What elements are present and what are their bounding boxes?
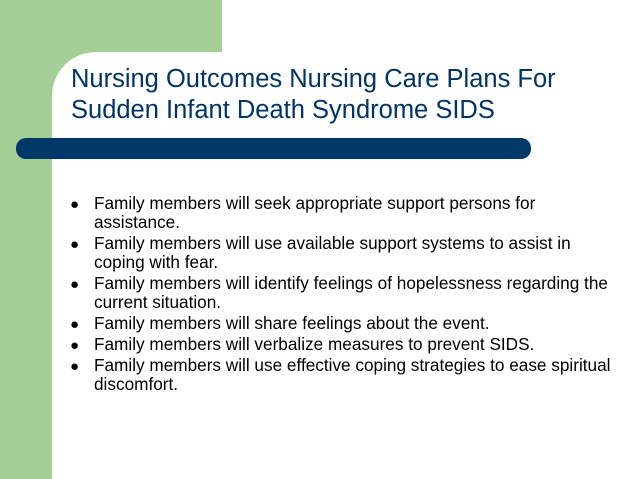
bullet-item — [70, 194, 625, 232]
bullet-list — [70, 194, 625, 396]
bullet-icon: ● — [70, 358, 80, 375]
bullet-item — [70, 274, 625, 312]
bullet-text: Family members will use effective coping strategies to ease spiritual discomfort. — [94, 355, 611, 394]
bullet-icon: ● — [70, 236, 80, 253]
bullet-text: Family members will verbalize measures to prevent SIDS. — [94, 334, 535, 354]
slide-title: Nursing Outcomes Nursing Care Plans For Sudden Infant Death Syndrome SIDS — [71, 65, 556, 124]
bullet-item — [70, 356, 625, 394]
title-underline-bar — [16, 138, 531, 159]
bullet-text: Family members will use available support systems to assist in coping with fear. — [94, 233, 571, 272]
bullet-text: Family members will seek appropriate support persons for assistance. — [94, 193, 536, 232]
bullet-item — [70, 314, 625, 333]
bullet-item — [70, 234, 625, 272]
bullet-icon: ● — [70, 337, 80, 354]
bullet-icon: ● — [70, 316, 80, 333]
bullet-text: Family members will share feelings about the event. — [94, 313, 490, 333]
bullet-icon: ● — [70, 196, 80, 213]
bullet-text: Family members will identify feelings of hopelessness regarding the current situation. — [94, 273, 608, 312]
bullet-icon: ● — [70, 276, 80, 293]
bullet-item — [70, 335, 625, 354]
